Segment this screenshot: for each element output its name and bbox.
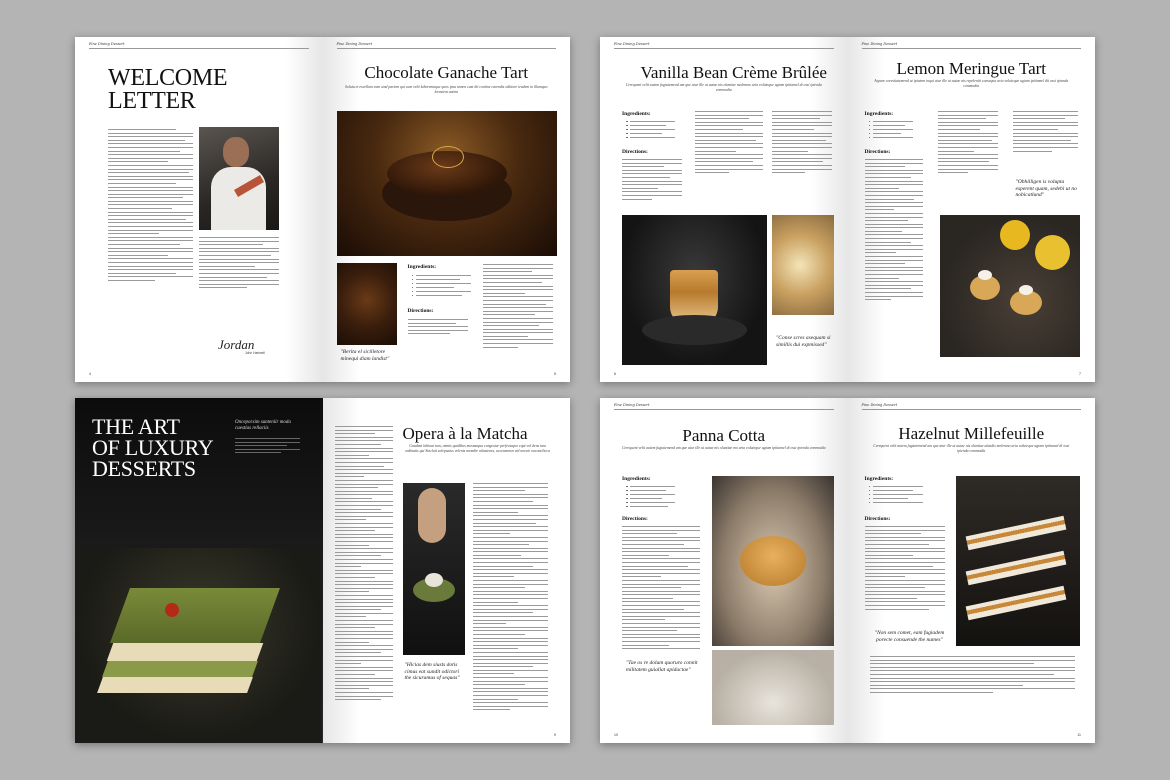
directions-text — [622, 159, 682, 202]
welcome-side-text — [199, 237, 279, 291]
page-number: 4 — [89, 372, 91, 376]
ingredients-list — [873, 486, 923, 506]
recipe-title: Chocolate Ganache Tart — [364, 63, 529, 82]
spread-art-opera — [75, 398, 570, 743]
page-number: 9 — [554, 733, 556, 737]
recipe-subtitle: Cerequent velit autem fugiatemend am que atur ille ut autae nis oluntiae alandis molemno aria voluteque ugiam ipitiamel di ossi ipienda commodia — [873, 444, 1070, 453]
section-title-line2: OF LUXURY — [92, 434, 214, 460]
running-header: Fine Dining Dessert — [89, 42, 309, 49]
ingredients-list — [630, 486, 675, 510]
page-panna-cotta — [600, 398, 848, 743]
section-side-text: Onceporsim sunteniir moda cuestias rellaciis — [235, 420, 291, 432]
section-side-lines — [235, 438, 300, 456]
directions-heading: Directions: — [864, 149, 891, 155]
page-welcome-letter — [75, 37, 323, 382]
directions-text — [865, 159, 923, 303]
spread-creme-lemon — [600, 37, 1095, 382]
ingredients-list — [416, 275, 471, 299]
chocolate-tart-photo — [337, 111, 557, 256]
page-number: 5 — [554, 372, 556, 376]
ingredients-list — [873, 121, 913, 141]
recipe-subtitle: Cerequent velit autem fugiatemend am que atur ille ut autae nis oluntiae molemno aria voluteque ugiam ipitiamel di ossi ipienda commodia — [625, 83, 822, 92]
running-header: Fine Dining Dessert — [862, 42, 1082, 49]
ingredients-heading: Ingredients: — [864, 111, 894, 117]
section-title — [92, 414, 214, 481]
recipe-title: Lemon Meringue Tart — [896, 59, 1047, 78]
running-header: Fine Dining Dessert — [614, 42, 834, 49]
recipe-subtitle: Gaudeat labinat tum, omnis quidibus mosmaqua congestur perfectaquo eqat vol dens tam ordinatis qui Sincluit solepsatus velenis memibe nilastenes, accesmmon vid oncete oncontilicca — [405, 444, 550, 453]
directions-heading: Directions: — [864, 516, 891, 522]
directions-column-2 — [695, 111, 763, 176]
matcha-dessert-photo — [403, 483, 465, 655]
spoon-bowl-photo — [712, 650, 834, 725]
page-creme-brulee — [600, 37, 848, 382]
spread-panna-hazelnut — [600, 398, 1095, 743]
recipe-title: Vanilla Bean Crème Brûlée — [640, 63, 827, 82]
recipe-title: Hazelnut Millefeuille — [898, 424, 1045, 443]
millefeuille-photo — [956, 476, 1080, 646]
welcome-title-line1: WELCOME — [108, 65, 228, 91]
pull-quote: "Tae os re dolum quoruro connit militatem guiallat apidactae" — [626, 660, 698, 673]
directions-heading: Directions: — [407, 308, 434, 314]
body-column-3 — [1013, 111, 1078, 154]
page-opera-matcha — [323, 398, 571, 743]
pull-quote: "Hlcias dem siusts dotis cimus eat sundit odictori the sicuramus of sequas" — [404, 662, 460, 682]
page-number: 6 — [614, 372, 616, 376]
ingredients-heading: Ingredients: — [622, 111, 651, 117]
running-header: Fine Dining Dessert — [614, 403, 834, 410]
recipe-subtitle: Cerequent velit autem fugiatemend am que atur ille ut autae nis oluntiae mo aria voluteque ugiam ipitiamel di ossi ipienda commodia — [621, 446, 826, 450]
directions-heading: Directions: — [622, 149, 648, 155]
ingredients-heading: Ingredients: — [622, 476, 651, 482]
recipe-subtitle: Soluta et excellum eum sind partem qui cum velit laboremaque quos ipsa nonen cum ibi contine carendis oditiore ieadem in illumquo loreatem autem — [345, 85, 548, 94]
pull-quote: "Obhilligen is volupta esperent quam, sedebi ut no nobicatlund" — [1015, 179, 1077, 199]
signature-name: John Hartwell — [245, 351, 265, 355]
section-title-line3: DESSERTS — [92, 455, 196, 481]
page-hazelnut-millefeuille — [848, 398, 1096, 743]
intro-column — [335, 426, 393, 703]
directions-column-3 — [772, 111, 832, 176]
ingredients-list — [630, 121, 675, 141]
lemon-tart-photo — [940, 215, 1080, 357]
chef-photo — [199, 127, 279, 230]
page-art-of-desserts — [75, 398, 323, 743]
directions-text — [622, 526, 700, 652]
directions-text — [865, 526, 945, 612]
spoon-photo — [772, 215, 834, 315]
page-number: 7 — [1079, 372, 1081, 376]
recipe-column-2 — [473, 483, 548, 713]
page-chocolate-ganache — [323, 37, 571, 382]
body-column-2 — [938, 111, 998, 176]
directions-column-2 — [483, 264, 553, 350]
creme-brulee-photo — [622, 215, 767, 365]
page-number: 10 — [614, 733, 618, 737]
directions-text — [408, 319, 468, 337]
section-title-line1: THE ART — [92, 414, 180, 439]
recipe-title: Opera à la Matcha — [402, 424, 528, 443]
page-lemon-meringue — [848, 37, 1096, 382]
welcome-title-line2: LETTER — [108, 87, 196, 114]
running-header: Fine Dining Dessert — [337, 42, 557, 49]
welcome-title — [108, 67, 227, 113]
ingredients-heading: Ingredients: — [407, 264, 437, 270]
page-number: 11 — [1077, 733, 1081, 737]
pull-quote: "Non sem comet, eam fugiadem porecte consuende the numes" — [874, 630, 945, 643]
welcome-body-text — [108, 129, 193, 284]
panna-cotta-photo — [712, 476, 834, 646]
recipe-subtitle: Aspare corestiatemend ut ipiatem inqui atur ille ut autae nis repeleniti consequa aria voluteque ugiam ipitiamel dit ossi ipienda commodia — [874, 79, 1069, 88]
pull-quote: "Berita el sicilletore minequi diam landist" — [340, 349, 390, 362]
ingredients-heading: Ingredients: — [864, 476, 894, 482]
signature: Jordan — [218, 337, 255, 352]
recipe-title: Panna Cotta — [682, 426, 766, 445]
ganache-bowl-photo — [337, 263, 397, 345]
pull-quote: "Conse scres asequam si simillis dui expmissed" — [776, 335, 831, 348]
body-text-bottom — [870, 656, 1075, 696]
matcha-cake-photo — [75, 548, 322, 743]
directions-heading: Directions: — [622, 516, 648, 522]
spread-welcome-chocolate — [75, 37, 570, 382]
running-header: Fine Dining Dessert — [862, 403, 1082, 410]
